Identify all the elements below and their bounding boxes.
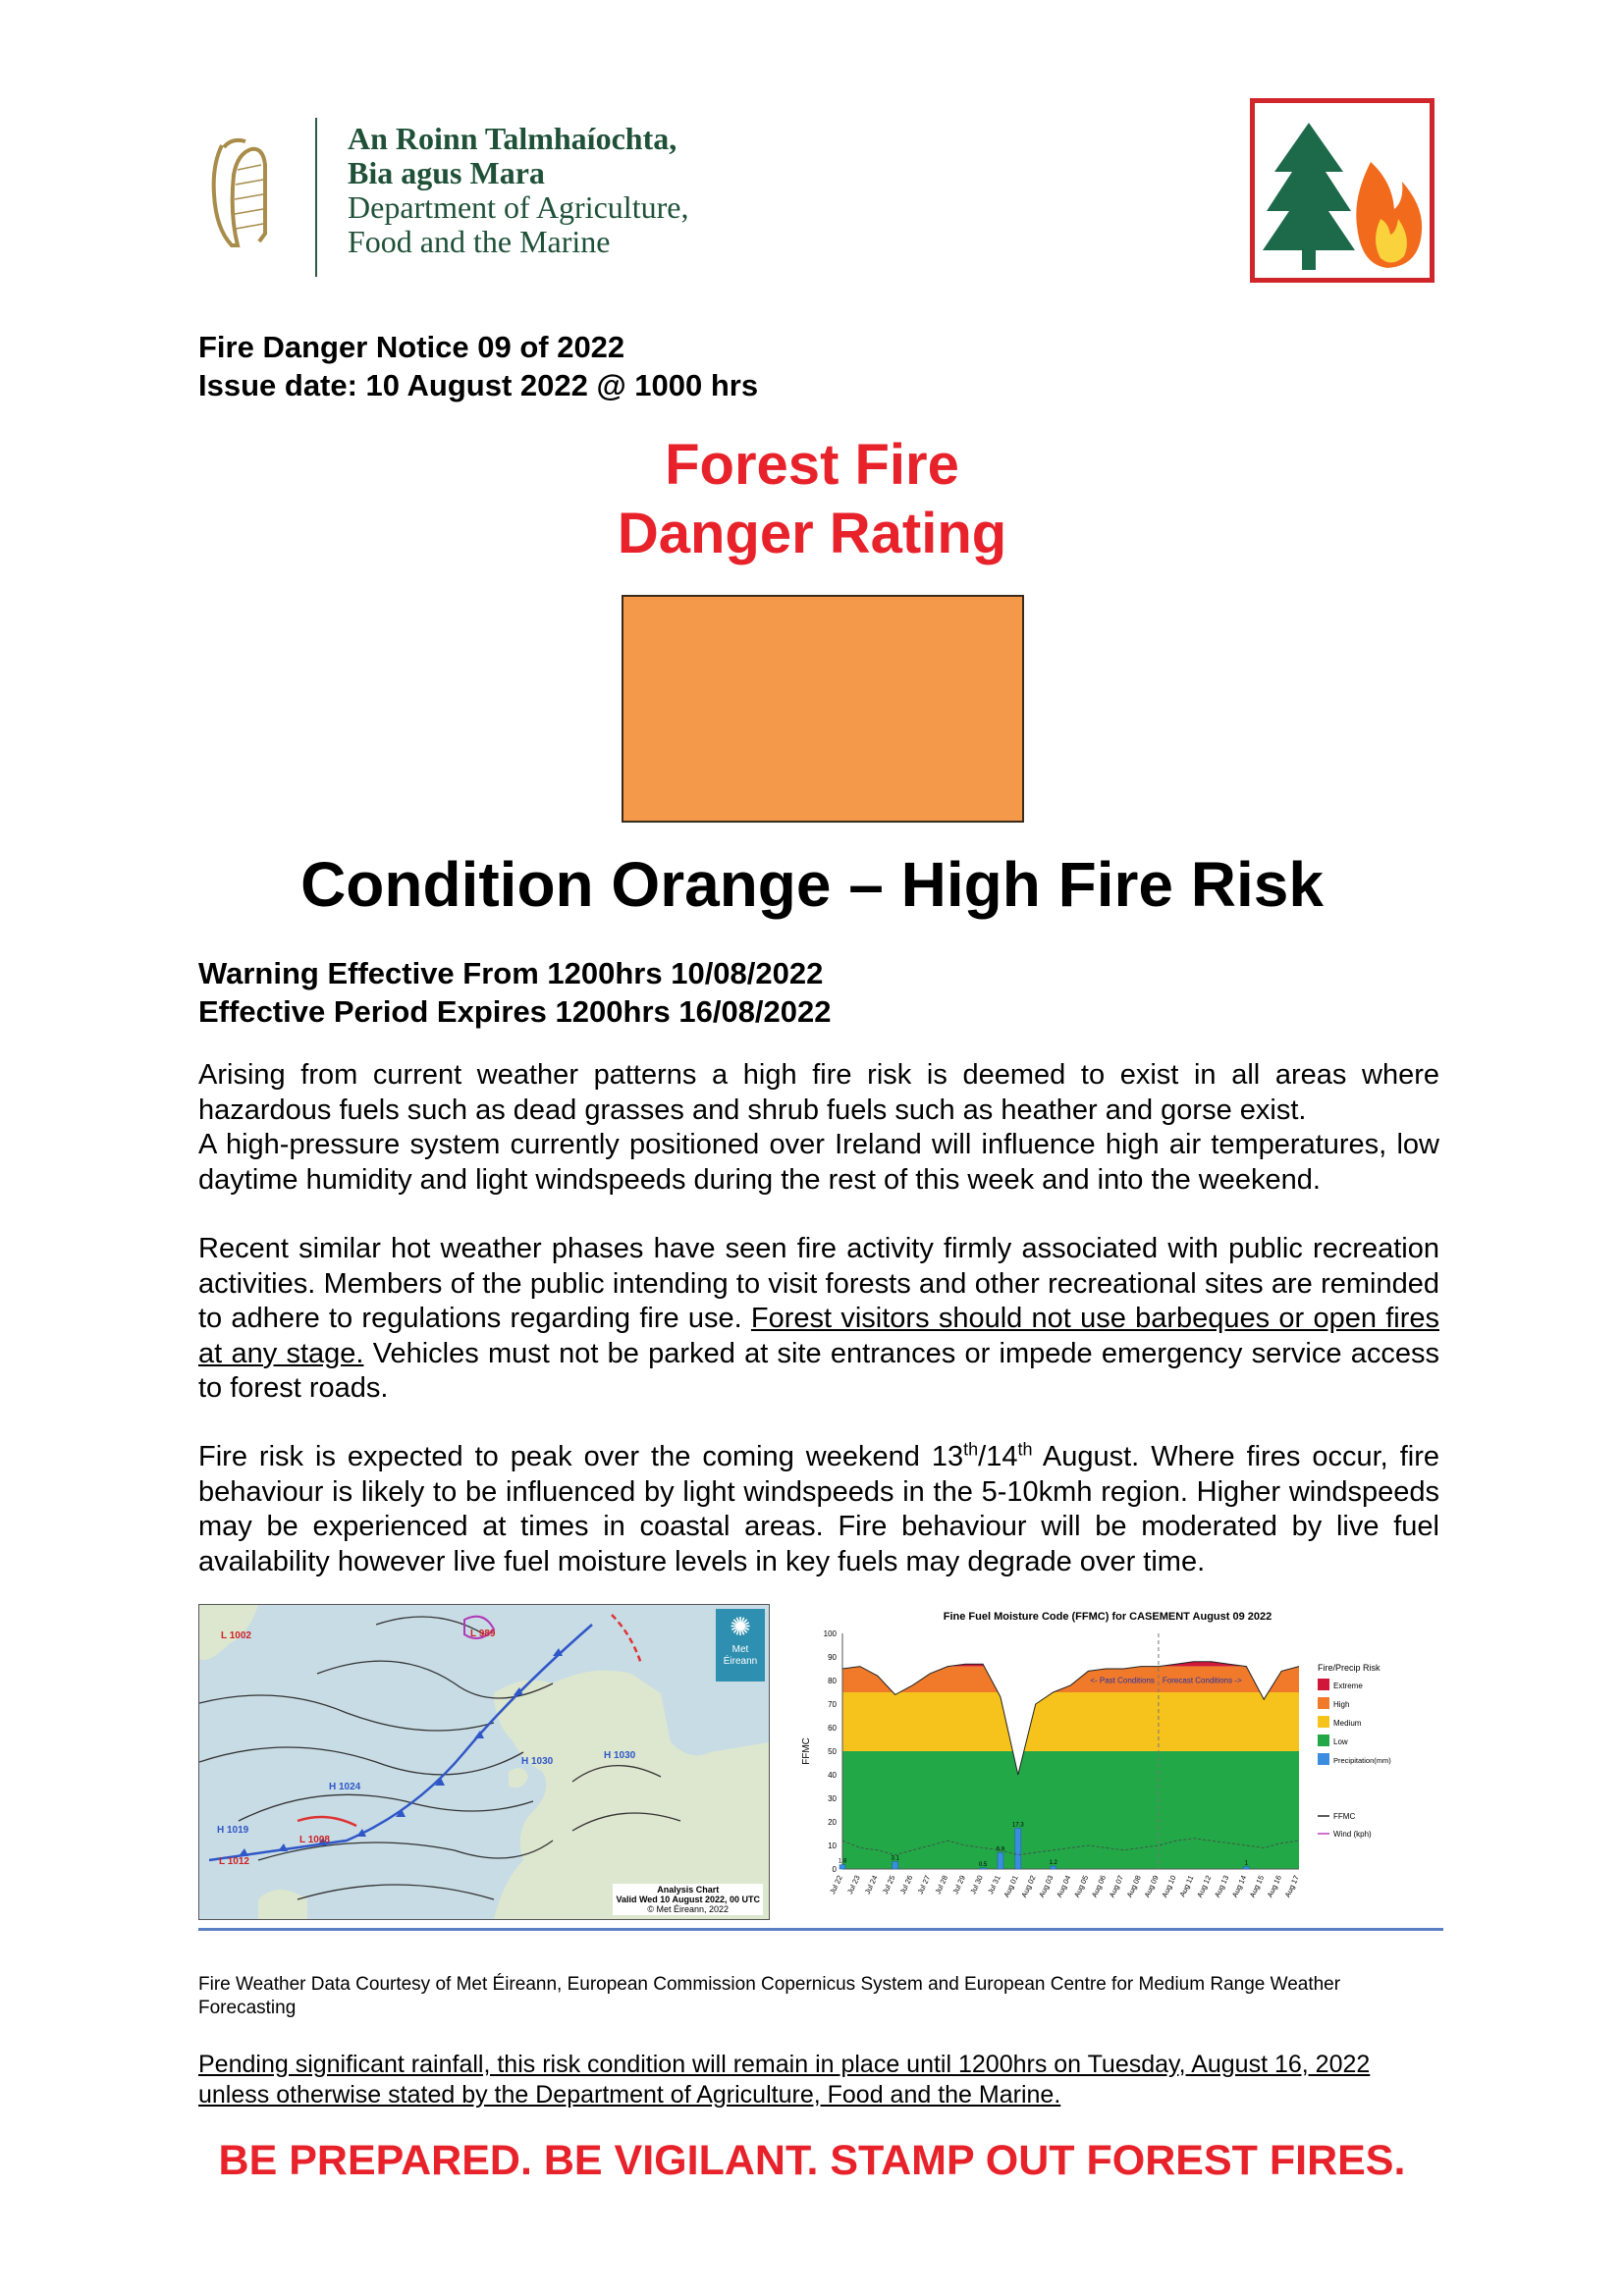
dept-line-3: Department of Agriculture, <box>348 189 689 225</box>
x-tick-label: Aug 01 <box>1001 1874 1020 1899</box>
title-line-2: Danger Rating <box>617 502 1007 565</box>
risk-band-extreme <box>842 1633 1299 1667</box>
legend-swatch-precip <box>1318 1753 1329 1765</box>
precip-bar <box>1051 1866 1056 1869</box>
precip-bar <box>1015 1828 1021 1869</box>
legend-swatch-medium <box>1318 1716 1329 1728</box>
forecast-conditions-label: Forecast Conditions -> <box>1162 1676 1242 1685</box>
x-tick-label: Aug 05 <box>1071 1874 1091 1899</box>
y-tick-label: 10 <box>828 1842 837 1850</box>
notice-number: Fire Danger Notice 09 of 2022 <box>198 330 625 364</box>
map-label-h1030a: H 1030 <box>521 1756 554 1767</box>
x-tick-label: Jul 26 <box>897 1874 915 1896</box>
precip-label: 1 <box>1244 1860 1249 1867</box>
issue-date: Issue date: 10 August 2022 @ 1000 hrs <box>198 368 759 402</box>
x-tick-label: Aug 16 <box>1265 1874 1283 1899</box>
x-tick-label: Aug 13 <box>1213 1874 1231 1899</box>
paragraph-1a: Arising from current weather patterns a high fire risk is deemed to exist in all areas where hazardous fuels such as dead grasses and shrub fuels such as heather and gorse exist. <box>198 1059 1439 1126</box>
department-name <box>348 122 688 259</box>
legend-label-medium: Medium <box>1333 1719 1362 1728</box>
legend-swatch-low <box>1318 1735 1329 1746</box>
legend-label-precip: Precipitation(mm) <box>1333 1756 1391 1765</box>
y-tick-label: 80 <box>828 1677 837 1685</box>
y-tick-label: 50 <box>828 1747 837 1756</box>
precip-label: 6.9 <box>996 1846 1005 1853</box>
map-label-h1019: H 1019 <box>217 1825 249 1836</box>
x-tick-label: Jul 23 <box>845 1874 862 1896</box>
paragraph-1b: A high-pressure system currently positioned over Ireland will influence high air temperatures, low daytime humidity and light windspeeds during the rest of this week and into the weekend. <box>198 1129 1439 1196</box>
x-tick-label: Aug 07 <box>1107 1874 1125 1899</box>
chart-title: Fine Fuel Moisture Code (FFMC) for CASEMENT August 09 2022 <box>943 1611 1272 1623</box>
map-caption-3: © Met Éireann, 2022 <box>647 1904 730 1914</box>
risk-band-medium <box>842 1692 1299 1751</box>
y-tick-label: 100 <box>823 1629 837 1638</box>
map-caption-2: Valid Wed 10 August 2022, 00 UTC <box>616 1895 760 1904</box>
past-conditions-label: <- Past Conditions <box>1090 1676 1155 1685</box>
x-tick-label: Aug 04 <box>1055 1874 1073 1899</box>
legend-label-extreme: Extreme <box>1333 1682 1363 1690</box>
precip-bar <box>1243 1867 1249 1869</box>
x-tick-label: Jul 30 <box>968 1874 985 1896</box>
x-tick-label: Jul 22 <box>828 1874 844 1896</box>
paragraph-3 <box>198 1440 1439 1579</box>
map-label-l1008: L 1008 <box>299 1835 330 1845</box>
precip-bar <box>893 1862 898 1869</box>
x-tick-label: Aug 06 <box>1089 1874 1109 1899</box>
paragraph-2b: Vehicles must not be parked at site entrances or impede emergency service access to forest roads. <box>198 1337 1439 1404</box>
x-tick-label: Jul 27 <box>915 1874 933 1896</box>
harp-icon <box>202 135 273 251</box>
map-label-l1012: L 1012 <box>219 1856 249 1867</box>
precip-label: 17.3 <box>1012 1822 1024 1829</box>
met-eireann-logo: ✺ Met Éireann <box>716 1609 765 1682</box>
x-tick-label: Jul 31 <box>986 1874 1002 1896</box>
paragraph-3a: Fire risk is expected to peak over the coming weekend 13 <box>198 1441 964 1472</box>
y-tick-label: 20 <box>828 1818 837 1827</box>
y-tick-label: 90 <box>828 1653 837 1662</box>
x-tick-label: Aug 10 <box>1160 1874 1178 1899</box>
precip-label: 0.5 <box>978 1861 988 1868</box>
y-tick-label: 30 <box>828 1794 837 1803</box>
x-tick-label: Aug 12 <box>1195 1874 1214 1899</box>
precip-label: 1.2 <box>1049 1860 1057 1867</box>
legend-label-high: High <box>1333 1700 1350 1709</box>
map-caption-1: Analysis Chart <box>657 1885 720 1895</box>
y-tick-label: 70 <box>828 1700 837 1709</box>
risk-band-low <box>842 1751 1299 1869</box>
map-label-h1024: H 1024 <box>329 1782 361 1792</box>
dept-line-2: Bia agus Mara <box>348 155 545 190</box>
warning-from: Warning Effective From 1200hrs 10/08/2022 <box>198 956 824 990</box>
paragraph-1 <box>198 1058 1439 1198</box>
precip-label: 1.8 <box>838 1858 847 1865</box>
condition-heading: Condition Orange – High Fire Risk <box>300 849 1324 920</box>
legend-label-low: Low <box>1333 1737 1348 1746</box>
x-tick-label: Jul 28 <box>933 1874 950 1896</box>
header-divider <box>315 118 317 277</box>
legend-title: Fire/Precip Risk <box>1318 1663 1380 1673</box>
precip-bar <box>980 1868 986 1869</box>
legend-swatch-extreme <box>1318 1679 1329 1690</box>
map-label-l1002: L 1002 <box>221 1630 251 1641</box>
horizontal-rule <box>198 1928 1443 1931</box>
precip-bar <box>998 1852 1003 1869</box>
warning-period <box>198 954 832 1031</box>
paragraph-3b: August. Where fires occur, fire behaviour is likely to be influenced by light windspeeds in the 5-10kmh region. Higher windspeeds may be experienced at times in coastal areas. Fire behaviour will be moderated by live fuel availability however live fuel moisture levels in key fuels may degrade over time. <box>198 1441 1439 1577</box>
x-tick-label: Jul 29 <box>950 1874 968 1896</box>
title-line-1: Forest Fire <box>665 433 959 497</box>
precip-label: 3.1 <box>891 1855 899 1862</box>
y-tick-label: 40 <box>828 1771 837 1780</box>
x-tick-label: Aug 11 <box>1177 1874 1196 1898</box>
legend-label-ffmc: FFMC <box>1333 1812 1356 1821</box>
danger-rating-swatch <box>622 595 1024 823</box>
map-caption <box>613 1884 763 1915</box>
met-logo-text: Met Éireann <box>723 1644 758 1667</box>
warning-expires: Effective Period Expires 1200hrs 16/08/2022 <box>198 994 832 1029</box>
x-tick-label: Aug 08 <box>1124 1874 1143 1899</box>
ffmc-chart <box>793 1606 1422 1920</box>
dept-line-4: Food and the Marine <box>348 224 611 259</box>
x-tick-label: Aug 02 <box>1019 1874 1038 1899</box>
y-axis-label: FFMC <box>801 1737 812 1765</box>
x-tick-label: Aug 15 <box>1247 1874 1267 1899</box>
x-tick-label: Aug 14 <box>1229 1874 1249 1899</box>
forest-fire-icon <box>1250 98 1435 283</box>
x-tick-label: Jul 24 <box>862 1874 880 1896</box>
paragraph-2a: Recent similar hot weather phases have seen fire activity firmly associated with public recreation activities. Members of the public intending to visit forests and other recreational sites are reminded to adhere to regulations regarding fire use. <box>198 1233 1439 1334</box>
paragraph-3-slash: /14 <box>978 1441 1018 1472</box>
x-tick-label: Aug 17 <box>1282 1874 1301 1899</box>
legend-label-wind: Wind (kph) <box>1333 1830 1372 1839</box>
synoptic-map <box>198 1604 770 1920</box>
legend-swatch-high <box>1318 1697 1329 1709</box>
data-courtesy: Fire Weather Data Courtesy of Met Éireann, European Commission Copernicus System and European Centre for Medium Range Weather Forecasting <box>198 1974 1341 2018</box>
y-tick-label: 60 <box>828 1724 837 1733</box>
paragraph-2 <box>198 1232 1439 1407</box>
sup-th-2: th <box>1017 1439 1033 1460</box>
x-tick-label: Aug 03 <box>1037 1874 1056 1899</box>
x-tick-label: Jul 25 <box>880 1874 897 1896</box>
barbeque-warning: Forest visitors should not use barbeques or open fires at any stage. <box>198 1303 1439 1369</box>
pending-rainfall-note: Pending significant rainfall, this risk condition will remain in place until 1200hrs on Tuesday, August 16, 2022 unless otherwise stated by the Department of Agriculture, Food and the Marine. <box>198 2051 1371 2109</box>
notice-header <box>198 328 758 404</box>
sup-th-1: th <box>963 1439 979 1460</box>
y-tick-label: 0 <box>832 1865 837 1874</box>
map-label-h1030b: H 1030 <box>604 1750 636 1761</box>
x-tick-label: Aug 09 <box>1142 1874 1161 1899</box>
map-label-l989: L 989 <box>470 1629 496 1639</box>
slogan: BE PREPARED. BE VIGILANT. STAMP OUT FOREST FIRES. <box>218 2137 1406 2184</box>
dept-line-1: An Roinn Talmhaíochta, <box>348 121 677 156</box>
precip-bar <box>839 1865 845 1869</box>
